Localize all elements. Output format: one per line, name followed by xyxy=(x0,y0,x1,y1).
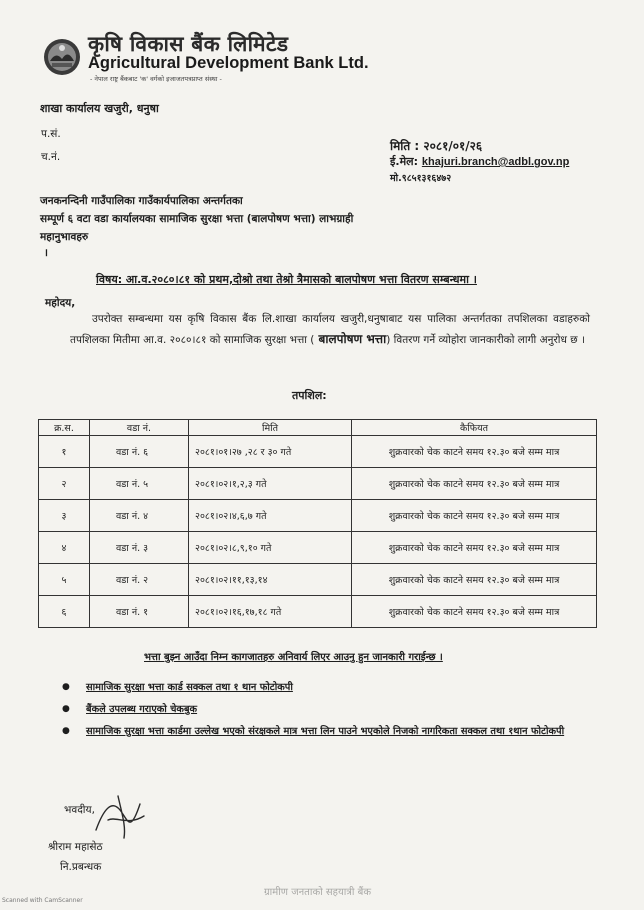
cell-remarks: शुक्रवारको चेक काटने समय १२.३० बजे सम्म मात्र xyxy=(352,436,597,468)
cell-ward: वडा नं. ५ xyxy=(90,468,189,500)
recipient-line-1: जनकनन्दिनी गाउँपालिका गाउँकार्यपालिका अन्तर्गतका xyxy=(40,195,243,207)
cell-ward: वडा नं. ३ xyxy=(90,532,189,564)
cell-serial: ६ xyxy=(39,596,90,628)
table-row xyxy=(39,500,597,532)
header-remarks: कैफियत xyxy=(352,420,597,436)
distribution-schedule-table xyxy=(38,419,597,628)
cell-date: २०८१।०२।११,१३,१४ xyxy=(189,564,352,596)
handwritten-signature-icon xyxy=(90,790,148,842)
cell-ward: वडा नं. २ xyxy=(90,564,189,596)
cell-serial: ४ xyxy=(39,532,90,564)
org-name-nepali: कृषि विकास बैंक लिमिटेड xyxy=(88,32,289,56)
header-ward: वडा नं. xyxy=(90,420,189,436)
scanner-watermark: Scanned with CamScanner xyxy=(2,897,83,904)
header-serial: क्र.स. xyxy=(39,420,90,436)
body-highlight: बालपोषण भत्ता xyxy=(314,332,387,346)
branch-office: शाखा कार्यालय खजुरी, धनुषा xyxy=(40,102,159,115)
closing: भवदीय, xyxy=(64,804,95,816)
list-item: ● सामाजिक सुरक्षा भत्ता कार्ड सक्कल तथा १ थान फोटोकपी xyxy=(62,680,606,695)
cell-remarks: शुक्रवारको चेक काटने समय १२.३० बजे सम्म मात्र xyxy=(352,500,597,532)
signatory-name: श्रीराम महासेठ xyxy=(48,841,103,853)
cell-serial: २ xyxy=(39,468,90,500)
list-item: ● बैंकले उपलब्ध गराएको चेकबुक xyxy=(62,702,606,717)
cell-date: २०८१।०२।१६,१७,१८ गते xyxy=(189,596,352,628)
cell-remarks: शुक्रवारको चेक काटने समय १२.३० बजे सम्म मात्र xyxy=(352,532,597,564)
salutation: महोदय, xyxy=(45,297,76,309)
cell-date: २०८१।०२।४,६,७ गते xyxy=(189,500,352,532)
email-line xyxy=(390,154,569,169)
cell-serial: ५ xyxy=(39,564,90,596)
recipient-line-4: । xyxy=(44,247,48,259)
mobile-number: मो.९८५१३१६४७२ xyxy=(390,173,452,184)
email-label: ई.मेल: xyxy=(390,155,419,168)
org-tagline: - नेपाल राष्ट्र बैंकबाट 'क' वर्गको इजाजतपत्रप्राप्त संस्था - xyxy=(90,75,222,83)
table-row xyxy=(39,564,597,596)
email-link[interactable]: khajuri.branch@adbl.gov.np xyxy=(421,156,570,168)
cell-date: २०८१।०२।८,९,१० गते xyxy=(189,532,352,564)
cell-serial: ३ xyxy=(39,500,90,532)
cell-ward: वडा नं. १ xyxy=(90,596,189,628)
cell-ward: वडा नं. ४ xyxy=(90,500,189,532)
recipient-line-3: महानुभावहरु xyxy=(40,231,89,243)
cell-remarks: शुक्रवारको चेक काटने समय १२.३० बजे सम्म मात्र xyxy=(352,564,597,596)
bank-seal-icon xyxy=(42,37,82,77)
table-row xyxy=(39,436,597,468)
reference-number-label: प.सं. xyxy=(41,128,61,140)
header-date: मिति xyxy=(189,420,352,436)
body-text-2: ) वितरण गर्ने व्योहोरा जानकारीको लागी अनुरोध छ । xyxy=(386,334,585,346)
schedule-title: तपशिल: xyxy=(292,389,327,402)
table-header-row xyxy=(39,420,597,436)
recipient-line-2: सम्पूर्ण ६ वटा वडा कार्यालयका सामाजिक सुरक्षा भत्ता (बालपोषण भत्ता) लाभग्राही xyxy=(40,213,354,225)
documents-notice: भत्ता बुझ्न आउँदा निम्न कागजातहरु अनिवार्य लिएर आउनु हुन जानकारी गराईन्छ । xyxy=(144,652,443,663)
cell-date: २०८१।०१।२७ ,२८ र ३० गते xyxy=(189,436,352,468)
letter-subject: विषय: आ.व.२०८०।८१ को प्रथम,दोश्रो तथा तेश्रो त्रैमासको बालपोषण भत्ता वितरण सम्बन्धमा । xyxy=(96,273,477,286)
org-name-english: Agricultural Development Bank Ltd. xyxy=(88,54,369,72)
cell-date: २०८१।०२।१,२,३ गते xyxy=(189,468,352,500)
footer-strip: ग्रामीण जनताको सहयात्री बैंक xyxy=(264,887,372,898)
cell-remarks: शुक्रवारको चेक काटने समय १२.३० बजे सम्म मात्र xyxy=(352,468,597,500)
body-text-1: उपरोक्त सम्बन्धमा यस कृषि विकास बैंक लि.शाखा कार्यालय खजुरी,धनुषाबाट यस पालिका अन्तर्गतका तपशिलका वडाहरुको तपशिलका मितीमा आ.व. २०८०।८१ को सामाजिक सुरक्षा भत्ता ( xyxy=(70,313,590,346)
list-item: ● सामाजिक सुरक्षा भत्ता कार्डमा उल्लेख भएको संरक्षकले मात्र भत्ता लिन पाउने भएकोले निजको नागरिकता सक्कल तथा १थान फोटोकपी xyxy=(62,724,606,739)
signatory-title: नि.प्रबन्धक xyxy=(60,861,102,873)
dispatch-number-label: च.नं. xyxy=(41,151,61,163)
table-row xyxy=(39,468,597,500)
table-row xyxy=(39,532,597,564)
cell-ward: वडा नं. ६ xyxy=(90,436,189,468)
table-row xyxy=(39,596,597,628)
letter-date: मिति : २०८१/०१/२६ xyxy=(390,139,483,153)
cell-remarks: शुक्रवारको चेक काटने समय १२.३० बजे सम्म मात्र xyxy=(352,596,597,628)
cell-serial: १ xyxy=(39,436,90,468)
body-paragraph xyxy=(70,309,590,350)
required-documents-list xyxy=(62,680,606,746)
